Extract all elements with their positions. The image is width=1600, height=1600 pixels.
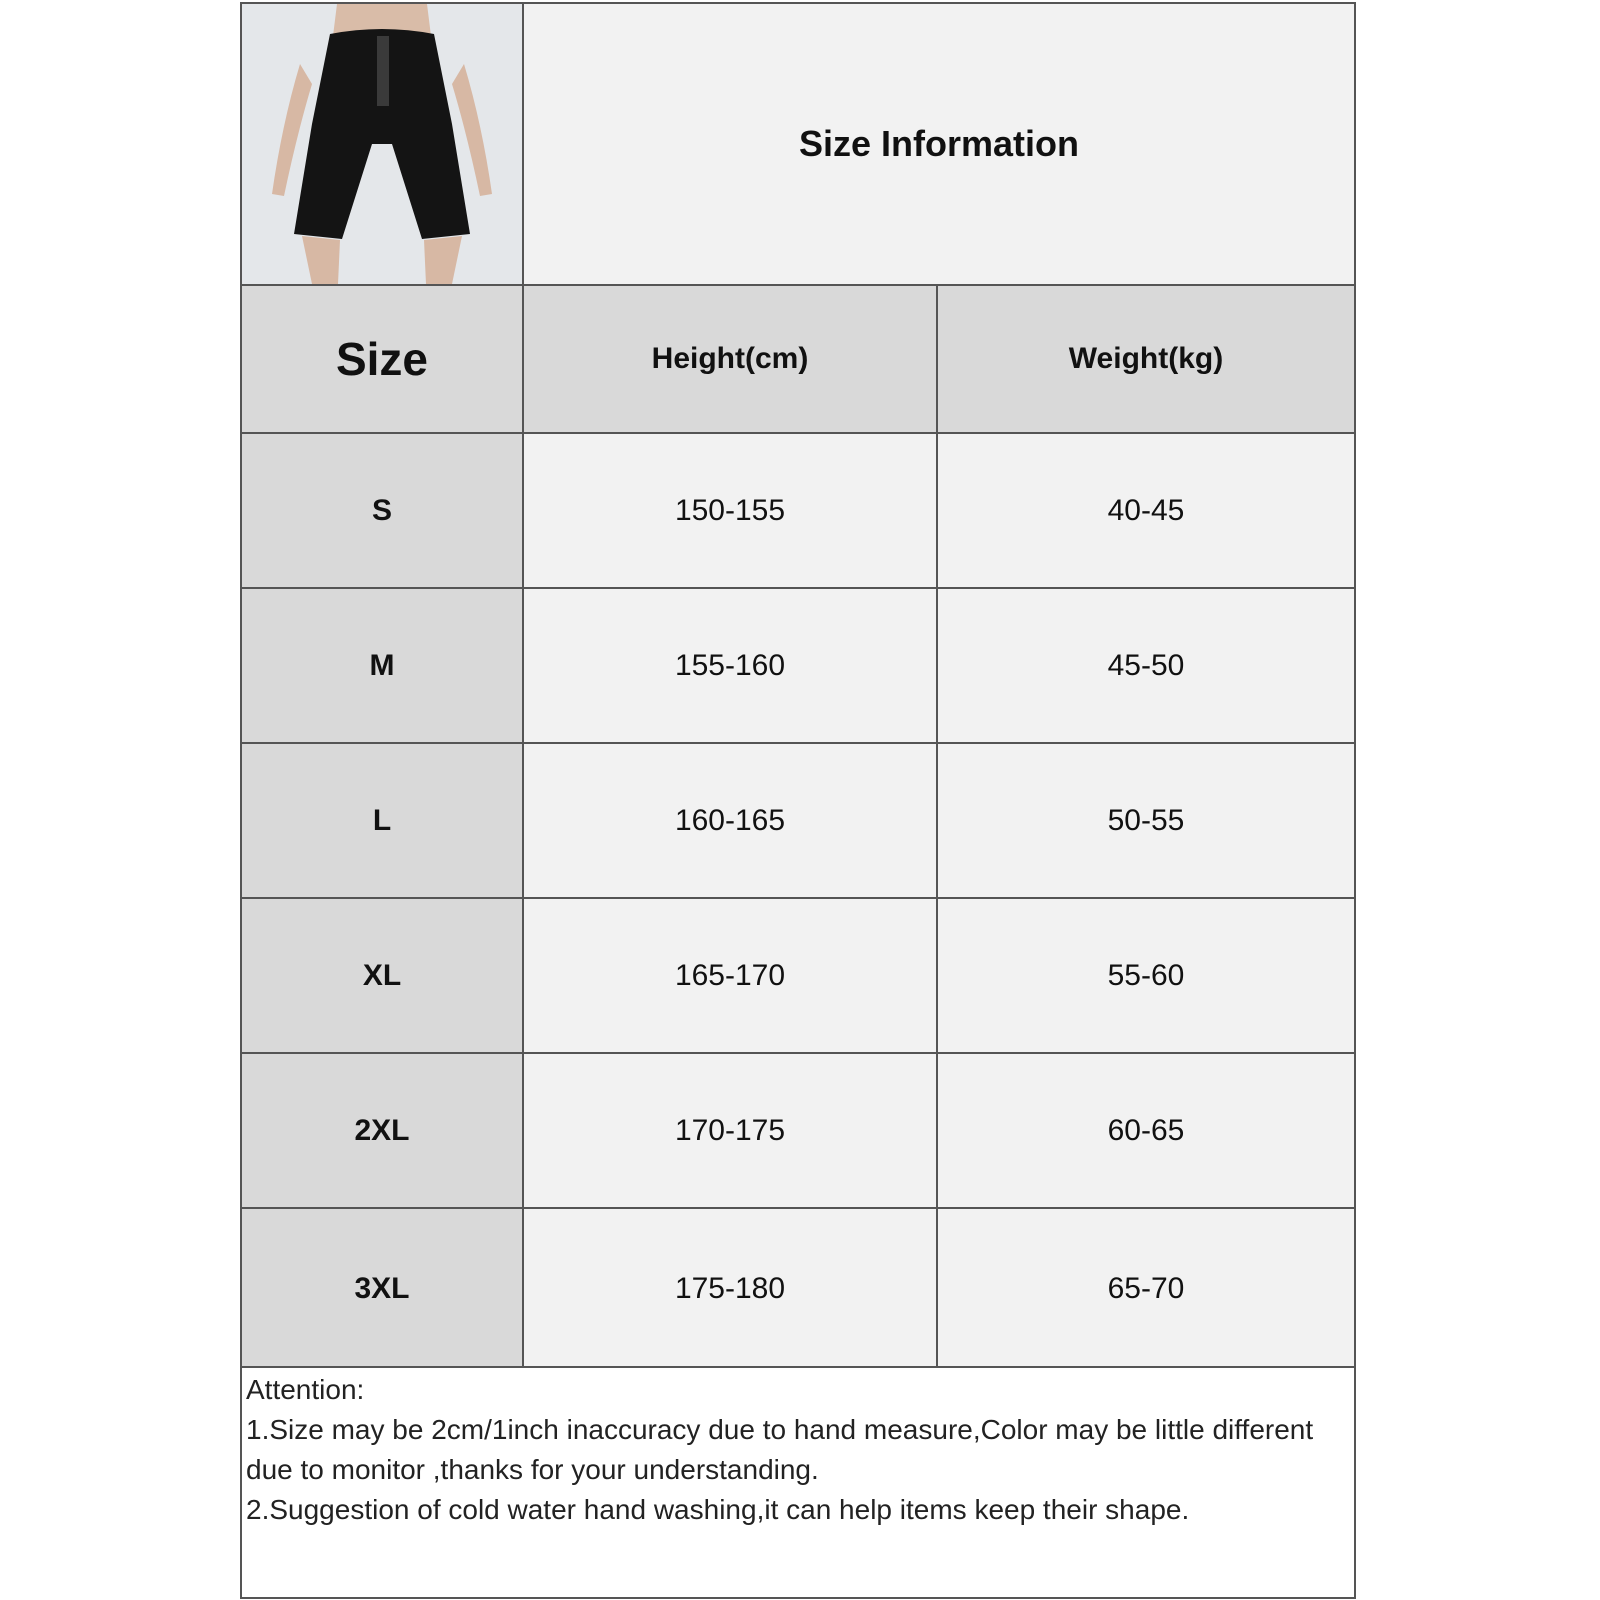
table-row-size: S (242, 434, 522, 587)
table-row-weight: 55-60 (938, 899, 1354, 1052)
table-row-size: 3XL (242, 1209, 522, 1368)
table-row-weight: 40-45 (938, 434, 1354, 587)
table-row-size: L (242, 744, 522, 897)
chart-title: Size Information (524, 4, 1354, 284)
header-weight: Weight(kg) (938, 286, 1354, 432)
notes-line-2: 2.Suggestion of cold water hand washing,it can help items keep their shape. (246, 1494, 1190, 1525)
table-row-height: 150-155 (524, 434, 936, 587)
table-row-weight: 50-55 (938, 744, 1354, 897)
table-row-size: XL (242, 899, 522, 1052)
table-row-height: 175-180 (524, 1209, 936, 1368)
notes-heading: Attention: (246, 1374, 365, 1405)
attention-notes (246, 1370, 1346, 1530)
product-photo (242, 4, 522, 284)
table-row-size: 2XL (242, 1054, 522, 1207)
table-row-weight: 65-70 (938, 1209, 1354, 1368)
notes-line-1: 1.Size may be 2cm/1inch inaccuracy due to hand measure,Color may be little different due to monitor ,thanks for your understanding. (246, 1414, 1321, 1485)
shorts-model-image (242, 4, 522, 284)
header-size: Size (242, 286, 522, 432)
table-row-height: 170-175 (524, 1054, 936, 1207)
table-row-size: M (242, 589, 522, 742)
size-chart (240, 2, 1356, 1599)
header-height: Height(cm) (524, 286, 936, 432)
divider (242, 1366, 1354, 1368)
table-row-height: 155-160 (524, 589, 936, 742)
table-row-weight: 45-50 (938, 589, 1354, 742)
table-row-height: 160-165 (524, 744, 936, 897)
table-row-height: 165-170 (524, 899, 936, 1052)
table-row-weight: 60-65 (938, 1054, 1354, 1207)
